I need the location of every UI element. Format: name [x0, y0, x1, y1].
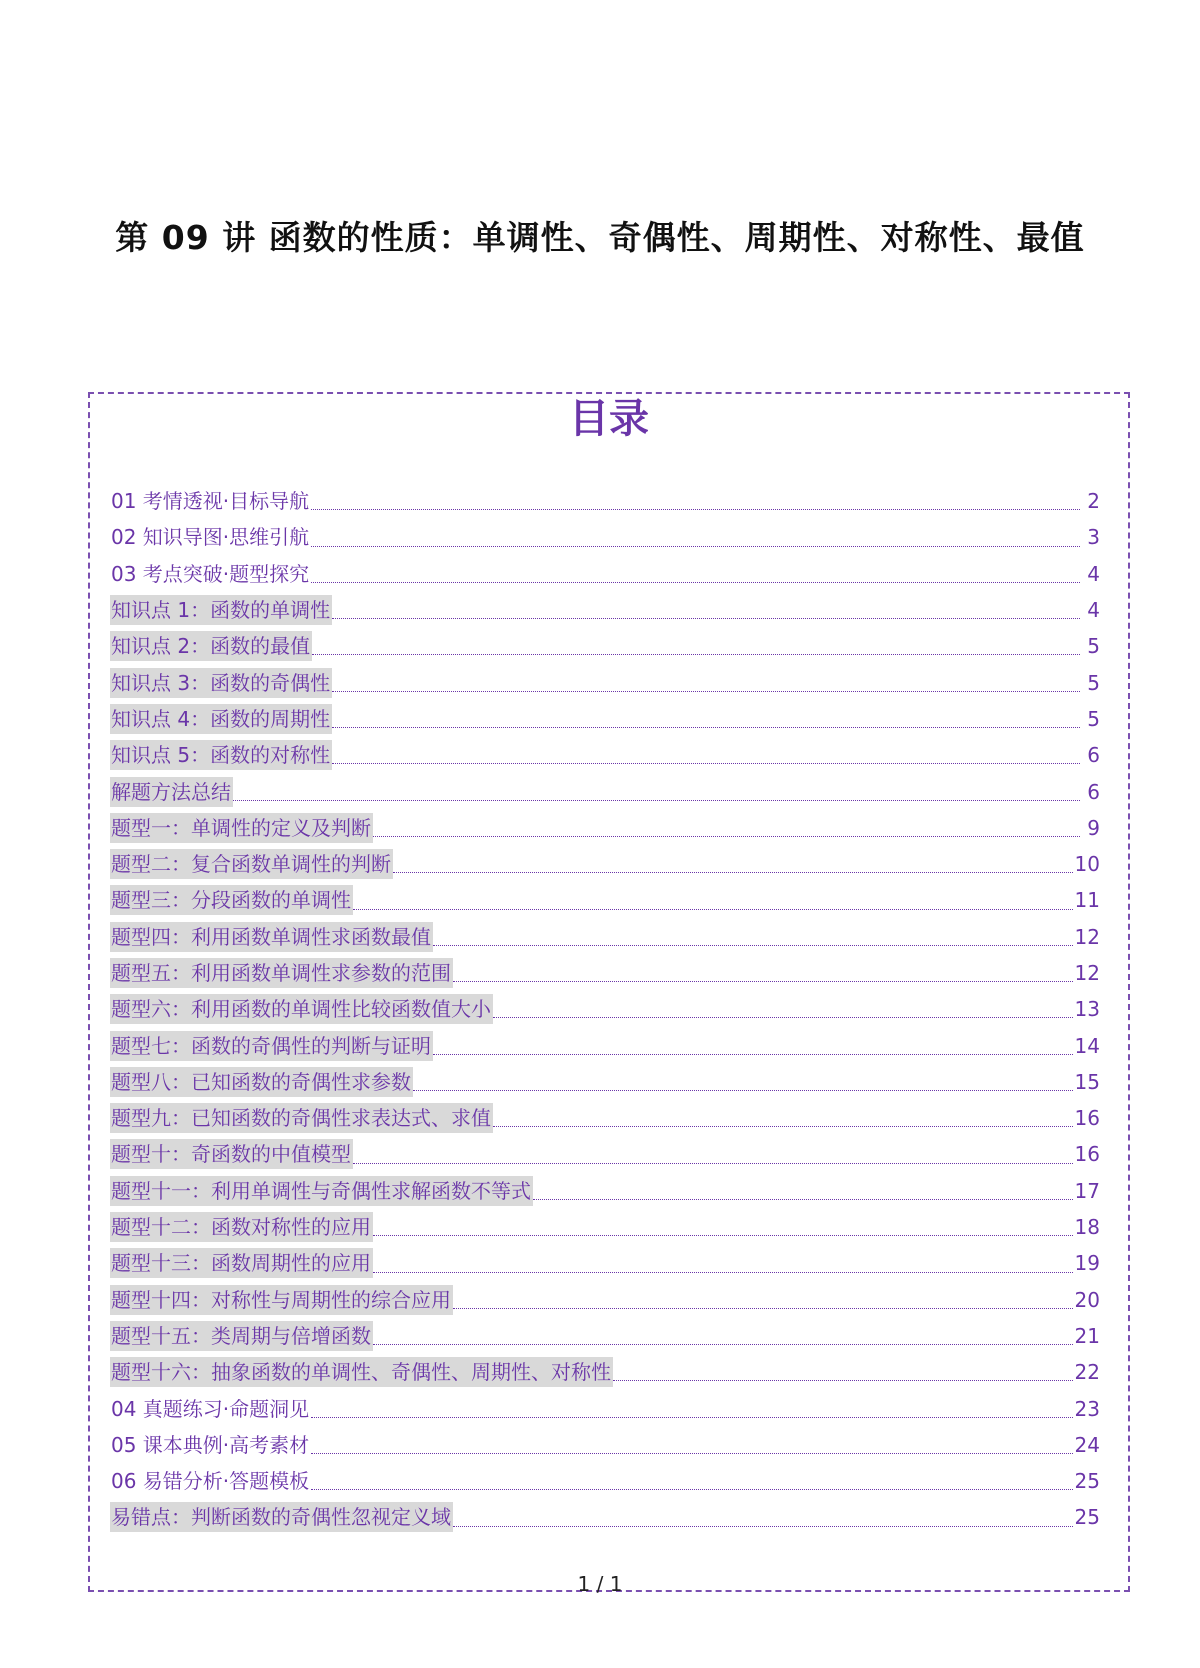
toc-entry-page-number[interactable]: 22 [1074, 1360, 1100, 1385]
toc-dot-leader [353, 909, 1073, 910]
toc-dot-leader [533, 1199, 1073, 1200]
toc-entry[interactable] [110, 846, 1100, 882]
toc-heading: 目录 [569, 396, 649, 442]
toc-dot-leader [373, 836, 1080, 837]
toc-entry-label[interactable]: 题型六：利用函数的单调性比较函数值大小 [110, 994, 493, 1024]
table-of-contents [88, 392, 1130, 1592]
toc-entry-page-number[interactable]: 2 [1087, 489, 1100, 514]
toc-entry-page-number[interactable]: 21 [1074, 1323, 1100, 1348]
toc-dot-leader [311, 1453, 1072, 1454]
toc-entry[interactable] [110, 1390, 1100, 1426]
toc-entry[interactable] [110, 483, 1100, 519]
toc-entry[interactable] [110, 701, 1100, 737]
toc-entry-page-number[interactable]: 12 [1074, 961, 1100, 985]
toc-entry[interactable] [110, 1027, 1100, 1063]
toc-entry[interactable] [110, 1064, 1100, 1100]
toc-dot-leader [332, 691, 1080, 692]
toc-entry-page-number[interactable]: 25 [1074, 1469, 1100, 1494]
toc-entry-label[interactable]: 04 真题练习·命题洞见 [111, 1396, 310, 1421]
toc-entry-page-number[interactable]: 25 [1074, 1505, 1100, 1530]
toc-entry-page-number[interactable]: 24 [1074, 1432, 1100, 1457]
toc-entry-label[interactable]: 题型一：单调性的定义及判断 [110, 813, 373, 843]
toc-entry-page-number[interactable]: 9 [1087, 815, 1100, 840]
toc-entry-label[interactable]: 06 易错分析·答题模板 [111, 1469, 310, 1494]
toc-dot-leader [433, 1054, 1073, 1055]
toc-entry-label[interactable]: 01 考情透视·目标导航 [111, 489, 310, 514]
toc-entry-page-number[interactable]: 16 [1074, 1142, 1100, 1167]
toc-entry[interactable] [110, 955, 1100, 991]
toc-dot-leader [613, 1380, 1073, 1381]
toc-entry[interactable] [110, 1282, 1100, 1318]
toc-entry-label[interactable]: 知识点 5：函数的对称性 [110, 740, 332, 770]
toc-entry[interactable] [110, 1245, 1100, 1281]
toc-entry-label[interactable]: 易错点：判断函数的奇偶性忽视定义域 [110, 1502, 453, 1532]
toc-entry-page-number[interactable]: 23 [1074, 1396, 1100, 1421]
toc-entry[interactable] [110, 592, 1100, 628]
toc-entry[interactable] [110, 919, 1100, 955]
toc-entry-page-number[interactable]: 15 [1074, 1069, 1100, 1094]
toc-entry-page-number[interactable]: 10 [1074, 852, 1100, 877]
toc-entry[interactable] [110, 810, 1100, 846]
page-indicator: 1 / 1 [577, 1572, 623, 1596]
toc-dot-leader [453, 1308, 1073, 1309]
toc-entry[interactable] [110, 628, 1100, 664]
toc-entry-page-number[interactable]: 17 [1074, 1178, 1100, 1203]
toc-entry-label[interactable]: 题型九：已知函数的奇偶性求表达式、求值 [110, 1103, 493, 1133]
toc-entry-page-number[interactable]: 18 [1074, 1215, 1100, 1240]
toc-entry[interactable] [110, 556, 1100, 592]
toc-entry-label[interactable]: 知识点 1：函数的单调性 [110, 595, 332, 625]
toc-entry-label[interactable]: 题型十四：对称性与周期性的综合应用 [110, 1285, 453, 1315]
toc-entry-page-number[interactable]: 16 [1074, 1106, 1100, 1131]
toc-entry-page-number[interactable]: 4 [1087, 561, 1100, 586]
toc-entry-label[interactable]: 题型五：利用函数单调性求参数的范围 [110, 958, 453, 988]
toc-entry-label[interactable]: 02 知识导图·思维引航 [111, 525, 310, 550]
toc-entry-page-number[interactable]: 5 [1087, 634, 1100, 659]
toc-dot-leader [332, 727, 1080, 728]
toc-dot-leader [393, 872, 1073, 873]
toc-dot-leader [353, 1163, 1073, 1164]
toc-dot-leader [373, 1272, 1073, 1273]
toc-entry-page-number[interactable]: 4 [1087, 598, 1100, 623]
toc-entry[interactable] [110, 1318, 1100, 1354]
toc-entry-page-number[interactable]: 11 [1074, 888, 1100, 913]
toc-entry[interactable] [110, 519, 1100, 555]
toc-entry[interactable] [110, 664, 1100, 700]
toc-entry-page-number[interactable]: 5 [1087, 706, 1100, 731]
toc-entry[interactable] [110, 1463, 1100, 1499]
toc-entry-label[interactable]: 知识点 2：函数的最值 [110, 631, 312, 661]
toc-dot-leader [332, 618, 1080, 619]
toc-entry-label[interactable]: 题型十：奇函数的中值模型 [110, 1139, 353, 1169]
toc-entry-page-number[interactable]: 12 [1074, 924, 1100, 949]
toc-dot-leader [311, 1417, 1072, 1418]
toc-dot-leader [311, 509, 1080, 510]
toc-entry-label[interactable]: 题型四：利用函数单调性求函数最值 [110, 922, 433, 952]
toc-dot-leader [233, 800, 1080, 801]
toc-entry[interactable] [110, 1100, 1100, 1136]
toc-entry[interactable] [110, 882, 1100, 918]
toc-dot-leader [311, 546, 1080, 547]
toc-entry-page-number[interactable]: 3 [1087, 525, 1100, 550]
toc-dot-leader [453, 1526, 1073, 1527]
toc-entry-page-number[interactable]: 14 [1074, 1033, 1100, 1058]
toc-entry-label[interactable]: 解题方法总结 [110, 777, 233, 807]
toc-entry-page-number[interactable]: 6 [1087, 743, 1100, 768]
toc-entry-label[interactable]: 05 课本典例·高考素材 [111, 1432, 310, 1457]
toc-dot-leader [453, 981, 1073, 982]
toc-entry-label[interactable]: 题型十二：函数对称性的应用 [110, 1212, 373, 1242]
toc-dot-leader [311, 582, 1080, 583]
document-title: 第 09 讲 函数的性质：单调性、奇偶性、周期性、对称性、最值 [115, 218, 1085, 257]
toc-entry[interactable] [110, 773, 1100, 809]
toc-entry[interactable] [110, 1209, 1100, 1245]
toc-dot-leader [332, 763, 1080, 764]
toc-entry-label[interactable]: 题型十五：类周期与倍增函数 [110, 1321, 373, 1351]
toc-entry-label[interactable]: 题型十三：函数周期性的应用 [110, 1248, 373, 1278]
toc-entry-label[interactable]: 03 考点突破·题型探究 [111, 561, 310, 586]
toc-list [110, 483, 1100, 1536]
toc-dot-leader [373, 1235, 1073, 1236]
toc-entry-label[interactable]: 题型七：函数的奇偶性的判断与证明 [110, 1031, 433, 1061]
toc-entry-label[interactable]: 知识点 4：函数的周期性 [110, 704, 332, 734]
toc-entry-page-number[interactable]: 13 [1074, 997, 1100, 1022]
toc-entry-label[interactable]: 题型二：复合函数单调性的判断 [110, 849, 393, 879]
toc-entry[interactable] [110, 991, 1100, 1027]
toc-entry-page-number[interactable]: 19 [1074, 1251, 1100, 1276]
toc-dot-leader [493, 1017, 1073, 1018]
toc-entry-label[interactable]: 题型十六：抽象函数的单调性、奇偶性、周期性、对称性 [110, 1357, 613, 1387]
toc-entry-label[interactable]: 知识点 3：函数的奇偶性 [110, 668, 332, 698]
toc-dot-leader [312, 654, 1080, 655]
toc-entry-page-number[interactable]: 5 [1087, 670, 1100, 695]
toc-entry-page-number[interactable]: 20 [1074, 1287, 1100, 1312]
toc-entry-label[interactable]: 题型十一：利用单调性与奇偶性求解函数不等式 [110, 1176, 533, 1206]
toc-entry[interactable] [110, 1427, 1100, 1463]
toc-dot-leader [373, 1344, 1073, 1345]
toc-entry[interactable] [110, 1499, 1100, 1535]
toc-dot-leader [433, 945, 1073, 946]
toc-entry-label[interactable]: 题型三：分段函数的单调性 [110, 885, 353, 915]
toc-dot-leader [493, 1126, 1073, 1127]
toc-entry[interactable] [110, 737, 1100, 773]
toc-entry-page-number[interactable]: 6 [1087, 779, 1100, 804]
toc-entry[interactable] [110, 1354, 1100, 1390]
toc-entry-label[interactable]: 题型八：已知函数的奇偶性求参数 [110, 1067, 413, 1097]
toc-entry[interactable] [110, 1173, 1100, 1209]
toc-entry[interactable] [110, 1136, 1100, 1172]
toc-dot-leader [413, 1090, 1073, 1091]
toc-dot-leader [311, 1489, 1072, 1490]
